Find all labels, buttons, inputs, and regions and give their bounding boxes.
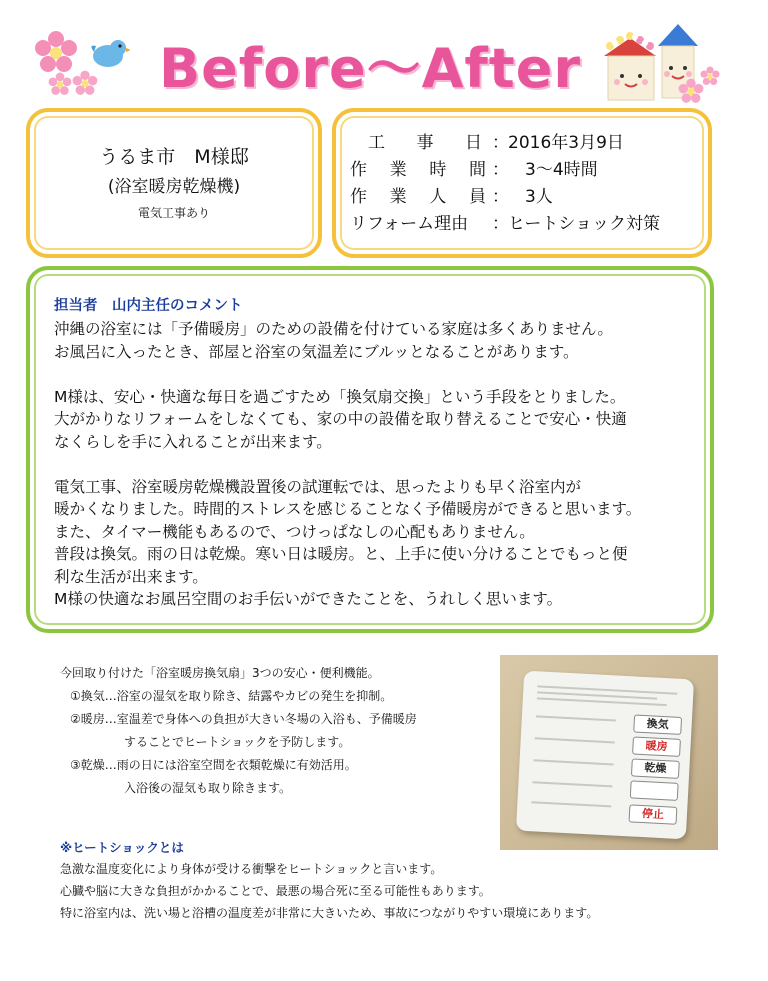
comment-body xyxy=(54,318,704,611)
comment-line: M様は、安心・快適な毎日を過ごすため「換気扇交換」という手段をとりました。 xyxy=(54,387,626,406)
panel-button-heating: 暖房 xyxy=(632,736,681,756)
heatshock-line: 特に浴室内は、洗い場と浴槽の温度差が非常に大きいため、事故につながりやすい環境にあります。 xyxy=(60,906,599,920)
info-value-date: 2016年3月9日 xyxy=(508,133,624,153)
comment-line: なくらしを手に入れることが出来ます。 xyxy=(54,432,332,451)
info-row-workers xyxy=(350,184,660,211)
label-char: 時 xyxy=(429,160,447,180)
heatshock-line: 心臓や脳に大きな負担がかかることで、最悪の場合死に至る可能性もあります。 xyxy=(60,884,491,898)
feature-item-drying-cont: 入浴後の湿気も取り除きます。 xyxy=(124,781,292,795)
label-char: 作 xyxy=(350,160,367,180)
comment-line: 普段は換気。雨の日は乾燥。寒い日は暖房。と、上手に使い分けることでもっと便 xyxy=(54,545,628,563)
panel-button-ventilation: 換気 xyxy=(633,714,682,734)
site-product: (浴室暖房乾燥機) xyxy=(107,177,241,197)
site-name: うるま市 M様邸 xyxy=(99,146,249,168)
control-panel xyxy=(516,671,694,840)
info-label xyxy=(350,184,492,211)
comment-line: 利な生活が出来ます。 xyxy=(54,567,208,586)
label-char: 事 xyxy=(416,133,434,153)
info-label xyxy=(350,157,492,184)
feature-item-ventilation: ①換気…浴室の湿気を取り除き、結露やカビの発生を抑制。 xyxy=(70,689,393,703)
feature-item-drying: ③乾燥…雨の日には浴室空間を衣類乾燥に有効活用。 xyxy=(70,758,357,772)
heatshock-title: ※ヒートショックとは xyxy=(60,840,184,855)
heatshock-body xyxy=(60,858,598,924)
site-note: 電気工事あり xyxy=(137,206,210,220)
heatshock-line: 急激な温度変化により身体が受ける衝撃をヒートショックと言います。 xyxy=(60,862,443,876)
feature-item-heating-cont: することでヒートショックを予防します。 xyxy=(124,735,351,749)
label-char: 工 xyxy=(368,133,385,153)
feature-item-heating: ②暖房…室温差で身体への負担が大きい冬場の入浴も、予備暖房 xyxy=(70,712,417,726)
comment-line: M様の快適なお風呂空間のお手伝いができたことを、うれしく思います。 xyxy=(54,590,563,608)
comment-line: 暖かくなりました。時間的ストレスを感じることなく予備暖房ができると思います。 xyxy=(54,500,642,518)
flower-icon xyxy=(34,30,78,74)
comment-box xyxy=(26,266,714,633)
info-colon: ： xyxy=(492,160,509,180)
info-row-date xyxy=(350,130,660,157)
info-colon: ： xyxy=(492,187,509,207)
features-list xyxy=(60,662,417,800)
info-label xyxy=(350,211,492,238)
work-info-box xyxy=(332,108,712,258)
comment-line: 電気工事、浴室暖房乾燥機設置後の試運転では、思ったよりも早く浴室内が xyxy=(54,477,582,496)
flower-icon xyxy=(700,66,720,86)
comment-line: また、タイマー機能もあるので、つけっぱなしの心配もありません。 xyxy=(54,522,535,541)
label-char: 員 xyxy=(468,187,486,207)
flower-icon xyxy=(72,70,98,96)
label-text: リフォーム理由 xyxy=(350,214,469,234)
info-value-workers: 3人 xyxy=(508,187,553,207)
features-intro: 今回取り付けた「浴室暖房換気扇」3つの安心・便利機能。 xyxy=(60,666,380,680)
info-row-reason xyxy=(350,211,660,238)
comment-line: 沖縄の浴室には「予備暖房」のための設備を付けている家庭は多くありません。 xyxy=(54,320,613,338)
label-char: 人 xyxy=(429,187,447,207)
bird-icon xyxy=(86,34,130,70)
panel-button-stop: 停止 xyxy=(629,804,678,824)
header xyxy=(0,0,768,110)
label-char: 業 xyxy=(389,160,407,180)
label-char: 業 xyxy=(389,187,407,207)
label-char: 間 xyxy=(468,160,486,180)
info-value-hours: 3～4時間 xyxy=(508,160,598,180)
info-row-hours xyxy=(350,157,660,184)
label-char: 作 xyxy=(350,187,367,207)
site-box xyxy=(26,108,322,258)
comment-line: お風呂に入ったとき、部屋と浴室の気温差にブルッとなることがあります。 xyxy=(54,342,579,361)
comment-heading: 担当者 山内主任のコメント xyxy=(54,298,243,314)
label-char: 日 xyxy=(465,133,482,153)
flower-icon xyxy=(48,72,72,96)
panel-button-drying: 乾燥 xyxy=(631,758,680,778)
control-panel-photo xyxy=(500,655,718,850)
work-info-table xyxy=(350,130,660,238)
info-label xyxy=(350,130,492,157)
comment-line: 大がかりなリフォームをしなくても、家の中の設備を取り替えることで安心・快適 xyxy=(54,410,627,428)
panel-button-timer xyxy=(630,780,679,800)
info-colon: ： xyxy=(492,133,509,153)
info-colon: ： xyxy=(492,214,509,234)
page-title: Before～After xyxy=(159,37,581,100)
info-value-reason: ヒートショック対策 xyxy=(508,214,660,234)
